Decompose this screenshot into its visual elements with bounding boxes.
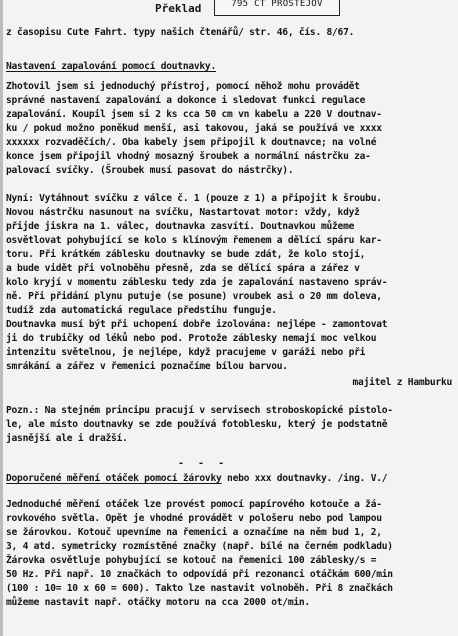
- source-line: z časopisu Cute Fahrt. typy našich čtenářů/ str. 46, čís. 8/67.: [6, 27, 355, 38]
- body-line: Doutnavka musí být při uchopení dobře izolována: nejlépe - zamontovat: [6, 319, 388, 330]
- body-line: intenzitu světelnou, je nejlépe, když pracujeme v garáži nebo při: [6, 347, 366, 358]
- body-line: Zhotovil jsem si jednoduchý přístroj, pomocí něhož mohu provádět: [6, 81, 360, 92]
- body-line: se žárovkou. Kotouč upevníme na řemenici a označíme na něm bud 1, 2,: [6, 527, 382, 538]
- body-line: 3, 4 atd. symetricky rozmístěné značky (např. bílé na černém podkladu): [6, 541, 393, 552]
- section2-heading: [6, 472, 456, 486]
- body-line: Nyní: Vytáhnout svíčku z válce č. 1 (pouze z 1) a připojit k šroubu.: [6, 193, 382, 204]
- body-line: xxxxxx rozvaděčích/. Oba kabely jsem připojil k doutnavce; na volné: [6, 137, 377, 148]
- section2-heading-title: Doporučené měření otáček pomocí žárovky: [6, 473, 222, 484]
- body-line: palovací svíčky. (Šroubek musí pasovat do nástrčky).: [6, 165, 294, 176]
- body-line: rovkového světla. Opět je vhodné provádět v pološeru nebo pod lampou: [6, 513, 382, 524]
- scan-edge: [0, 0, 3, 636]
- separator: - - -: [178, 458, 229, 469]
- body-line: můžeme nastavit např. otáčky motoru na cca 2000 ot/min.: [6, 597, 310, 608]
- body-line: správné nastavení zapalování a dokonce i sledovat funkci regulace: [6, 95, 366, 106]
- document-title: Překlad: [155, 2, 202, 15]
- note-line: le, ale místo doutnavky se zde používá fotoblesku, který je podstatně: [6, 419, 388, 430]
- body-line: a bude vidět při volnoběhu přesně, zda se dělící spára a zářez v: [6, 263, 360, 274]
- body-line: konce jsem připojil vhodný mosazný šroubek a normální nástrčku za-: [6, 151, 371, 162]
- body-line: kolo kryjí v momentu záblesku tedy zda je zapalování nastaveno správ-: [6, 277, 388, 288]
- body-line: Jednoduché měření otáček lze provést pomocí papírového kotouče a žá-: [6, 499, 382, 510]
- body-line: Žárovka osvětluje pohybující se kotouč na řemenici 100 záblesky/s =: [6, 555, 377, 566]
- body-line: přijde jiskra na 1. válec, doutnavka zasvítí. Doutnavkou můžeme: [6, 221, 355, 232]
- note-line: Pozn.: Na stejném principu pracují v servisech stroboskopické pistolo-: [6, 405, 393, 416]
- body-line: zapalování. Koupil jsem si 2 ks cca 50 cm vn kabelu a 220 V doutnav-: [6, 109, 382, 120]
- body-line: toru. Při krátkém záblesku doutnavky se bude zdát, že kolo stojí,: [6, 249, 366, 260]
- body-line: smrákání a zářez v řemenici poznačíme bílou barvou.: [6, 361, 288, 372]
- body-line: tudíž zda automatická regulace předstihu funguje.: [6, 305, 277, 316]
- office-stamp: 795 CT PROSTĚJOV: [214, 0, 340, 16]
- body-line: 50 Hz. Při např. 10 značkách to odpovídá při rezonanci otáčkám 600/min: [6, 569, 393, 580]
- section1-heading: Nastavení zapalování pomocí doutnavky.: [6, 61, 216, 72]
- body-line: osvětlovat pohybující se kolo s klínovým řemenem a dělící spáru kar-: [6, 235, 382, 246]
- section2-heading-rest: nebo xxx doutnavky. /ing. V./: [221, 473, 388, 484]
- body-line: Novou nástrčku nasunout na svíčku, Nastartovat motor: vždy, když: [6, 207, 360, 218]
- signature: majitel z Hamburku: [352, 377, 452, 388]
- body-line: ně. Při přidání plynu putuje (se posune) vroubek asi o 20 mm doleva,: [6, 291, 382, 302]
- body-line: ji do trubičky od léků nebo pod. Protože záblesky nemají moc velkou: [6, 333, 377, 344]
- note-line: jasnější ale i dražší.: [6, 433, 128, 444]
- body-line: ku / pokud možno poněkud menší, asi takovou, jaká se používá ve xxxx: [6, 123, 382, 134]
- body-line: (100 : 10= 10 x 60 = 600). Takto lze nastavit volnoběh. Při 8 značkách: [6, 583, 393, 594]
